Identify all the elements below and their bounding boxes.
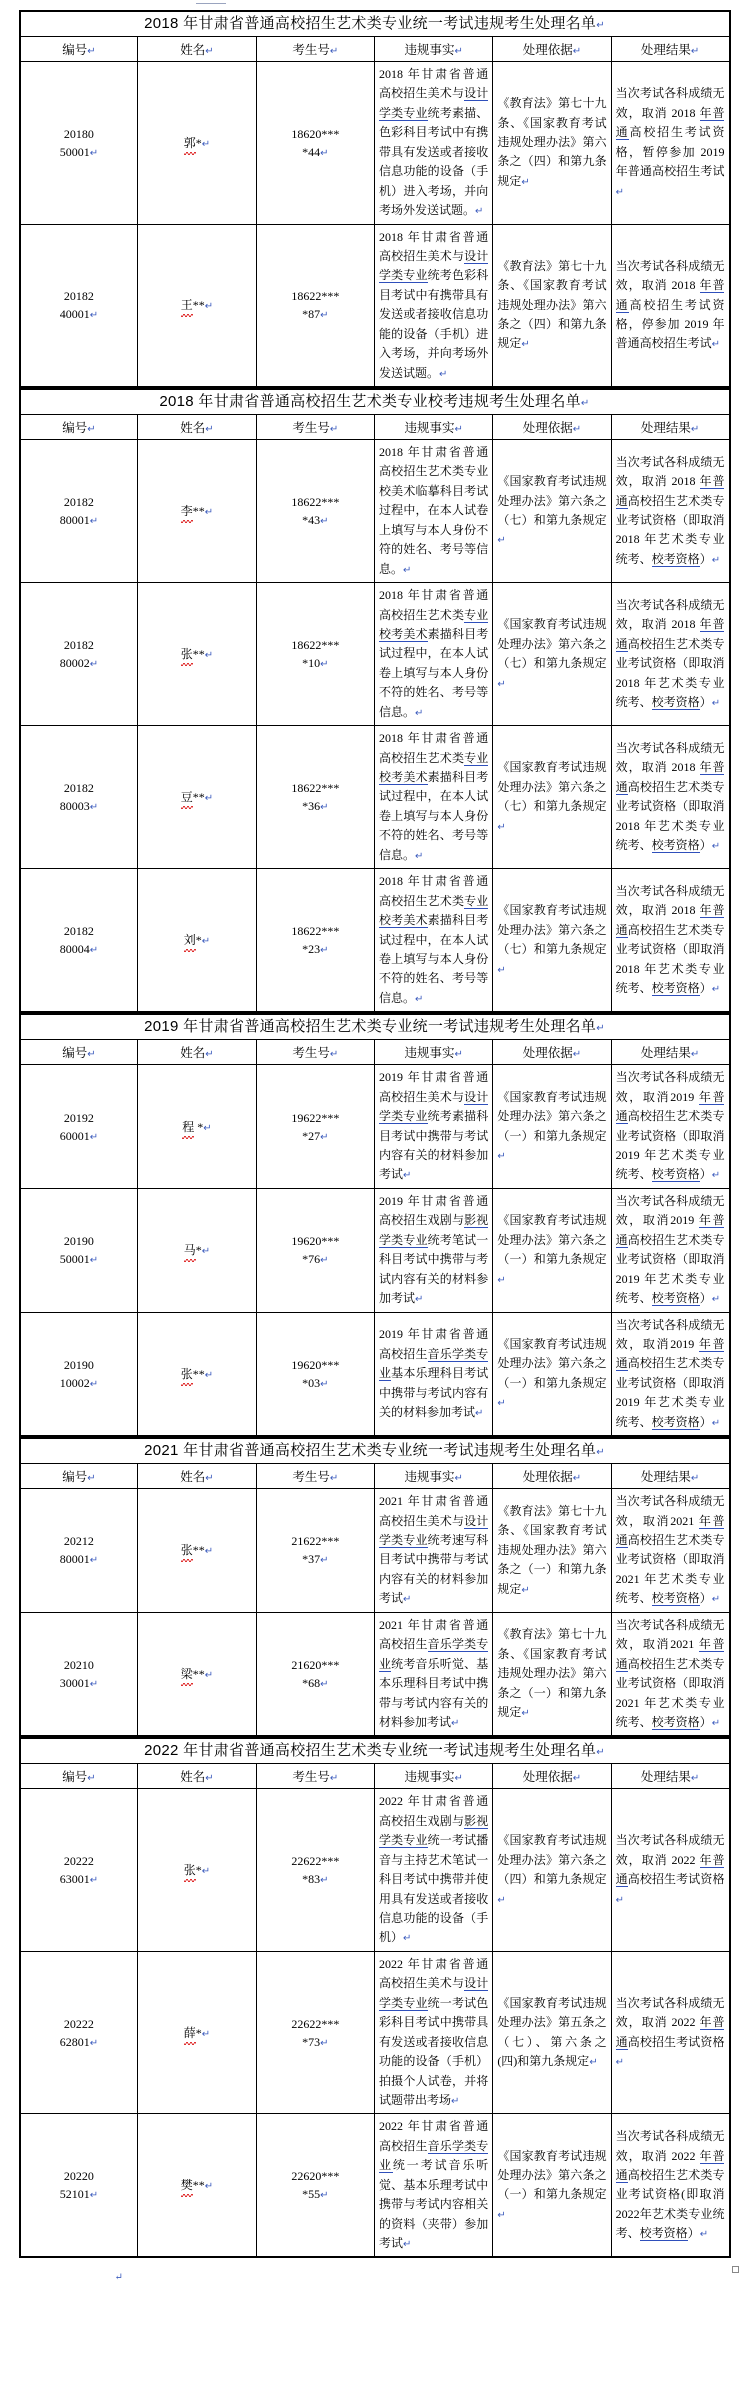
column-header-5: 处理结果↵ <box>611 415 729 440</box>
cell-handling-result: 当次考试各科成绩无效，取消 2022 年普通高校招生艺术类专业考试资格(即取消 2022年艺术类专业统考、校考资格）↵ <box>611 2114 729 2258</box>
column-header-0: 编号↵ <box>20 1040 138 1065</box>
cell-handling-result: 当次考试各科成绩无效，取消 2018 年普通高校招生艺术类专业考试资格（即取消2018 年艺术类专业统考、校考资格）↵ <box>611 869 729 1013</box>
cell-exam-no: 18620*** *44↵ <box>256 62 374 225</box>
violation-table-3 <box>19 1437 731 1737</box>
violation-table-2 <box>19 1013 731 1437</box>
cell-violation-fact: 2019 年甘肃省普通高校招生戏剧与影视学类专业统考笔试一科目考试中携带与考试内容有关的材料参加考试↵ <box>374 1188 492 1312</box>
cell-handling-result: 当次考试各科成绩无效，取消 2018 年普通高校招生艺术类专业考试资格（即取消2018 年艺术类专业统考、校考资格）↵ <box>611 440 729 583</box>
table-row <box>20 726 730 869</box>
cell-name: 张*↵ <box>138 1789 256 1952</box>
section-title-row <box>20 1438 730 1464</box>
cell-id: 20182 80002↵ <box>20 583 138 726</box>
cell-name: 李**↵ <box>138 440 256 583</box>
cell-id: 20180 50001↵ <box>20 62 138 225</box>
cell-handling-basis: 《国家教育考试违规处理办法》第六条之（七）和第九条规定↵ <box>493 583 611 726</box>
cell-exam-no: 18622*** *87↵ <box>256 224 374 387</box>
cell-handling-result: 当次考试各科成绩无效，取消2019 年普通高校招生艺术类专业考试资格（即取消 2019 年艺术类专业统考、校考资格）↵ <box>611 1312 729 1436</box>
tables-root <box>10 10 739 2258</box>
column-header-row <box>20 1764 730 1789</box>
cell-exam-no: 19620*** *03↵ <box>256 1312 374 1436</box>
cell-violation-fact: 2019 年甘肃省普通高校招生美术与设计学类专业统考素描科目考试中携带与考试内容有关的材料参加考试↵ <box>374 1065 492 1189</box>
column-header-2: 考生号↵ <box>256 1764 374 1789</box>
column-header-4: 处理依据↵ <box>493 1040 611 1065</box>
column-header-3: 违规事实↵ <box>374 1764 492 1789</box>
cell-name: 程 *↵ <box>138 1065 256 1189</box>
cell-handling-basis: 《国家教育考试违规处理办法》第六条之（四）和第九条规定↵ <box>493 1789 611 1952</box>
cell-violation-fact: 2018 年甘肃省普通高校招生艺术类专业校考美术素描科目考试过程中，在本人试卷上填写与本人身份不符的姓名、考号等信息。↵ <box>374 583 492 726</box>
cell-name: 樊**↵ <box>138 2114 256 2258</box>
cell-handling-result: 当次考试各科成绩无效，取消 2022 年普通高校招生考试资格↵ <box>611 1789 729 1952</box>
section-title: 2018 年甘肃省普通高校招生艺术类专业校考违规考生处理名单↵ <box>20 389 730 415</box>
cell-exam-no: 18622*** *10↵ <box>256 583 374 726</box>
cell-handling-result: 当次考试各科成绩无效，取消2019 年普通高校招生艺术类专业考试资格（即取消 2019 年艺术类专业统考、校考资格）↵ <box>611 1065 729 1189</box>
column-header-0: 编号↵ <box>20 415 138 440</box>
table-row <box>20 1951 730 2114</box>
cell-id: 20182 80001↵ <box>20 440 138 583</box>
table-row <box>20 440 730 583</box>
column-header-3: 违规事实↵ <box>374 37 492 62</box>
cell-handling-basis: 《国家教育考试违规处理办法》第六条之（一）和第九条规定↵ <box>493 1312 611 1436</box>
column-header-1: 姓名↵ <box>138 1040 256 1065</box>
cell-handling-basis: 《国家教育考试违规处理办法》第六条之（一）和第九条规定↵ <box>493 1188 611 1312</box>
cell-handling-basis: 《教育法》第七十九条、《国家教育考试违规处理办法》第六条之（四）和第九条规定↵ <box>493 62 611 225</box>
table-row <box>20 1789 730 1952</box>
column-header-5: 处理结果↵ <box>611 1464 729 1489</box>
cell-handling-basis: 《国家教育考试违规处理办法》第六条之（七）和第九条规定↵ <box>493 869 611 1013</box>
column-header-4: 处理依据↵ <box>493 37 611 62</box>
cell-violation-fact: 2022 年甘肃省普通高校招生戏剧与影视学类专业统一考试播音与主持艺术笔试一科目考试中携带并使用具有发送或者接收信息功能的设备（手机）↵ <box>374 1789 492 1952</box>
cell-violation-fact: 2019 年甘肃省普通高校招生音乐学类专业基本乐理科目考试中携带与考试内容有关的材料参加考试↵ <box>374 1312 492 1436</box>
cell-handling-basis: 《国家教育考试违规处理办法》第六条之（一）和第九条规定↵ <box>493 2114 611 2258</box>
table-row <box>20 583 730 726</box>
table-row <box>20 1489 730 1613</box>
cell-handling-basis: 《教育法》第七十九条、《国家教育考试违规处理办法》第六条之（一）和第九条规定↵ <box>493 1489 611 1613</box>
table-row <box>20 1612 730 1736</box>
column-header-2: 考生号↵ <box>256 1464 374 1489</box>
column-header-0: 编号↵ <box>20 37 138 62</box>
column-header-row <box>20 415 730 440</box>
cell-name: 刘*↵ <box>138 869 256 1013</box>
cell-violation-fact: 2018 年甘肃省普通高校招生美术与设计学类专业统考色彩科目考试中有携带具有发送或者接收信息功能的设备（手机）进入考场，并向考场外发送试题。↵ <box>374 224 492 387</box>
column-header-2: 考生号↵ <box>256 37 374 62</box>
table-row <box>20 1188 730 1312</box>
cell-name: 豆**↵ <box>138 726 256 869</box>
cell-exam-no: 22620*** *55↵ <box>256 2114 374 2258</box>
cell-exam-no: 22622*** *73↵ <box>256 1951 374 2114</box>
cell-handling-basis: 《国家教育考试违规处理办法》第五条之（七）、第六条之(四)和第九条规定↵ <box>493 1951 611 2114</box>
section-title-row <box>20 1014 730 1040</box>
cell-name: 张**↵ <box>138 1312 256 1436</box>
cell-name: 梁**↵ <box>138 1612 256 1736</box>
section-title-row <box>20 389 730 415</box>
cell-id: 20182 80004↵ <box>20 869 138 1013</box>
cell-exam-no: 22622*** *83↵ <box>256 1789 374 1952</box>
column-header-3: 违规事实↵ <box>374 1040 492 1065</box>
cell-name: 郭*↵ <box>138 62 256 225</box>
end-of-document-marker <box>732 2266 739 2273</box>
cell-violation-fact: 2018 年甘肃省普通高校招生艺术类专业校美术临摹科目考试过程中，在本人试卷上填写与本人身份不符的姓名、考号等信息。↵ <box>374 440 492 583</box>
table-row <box>20 869 730 1013</box>
column-header-5: 处理结果↵ <box>611 1040 729 1065</box>
table-row <box>20 1312 730 1436</box>
column-header-1: 姓名↵ <box>138 1464 256 1489</box>
cell-handling-basis: 《国家教育考试违规处理办法》第六条之（七）和第九条规定↵ <box>493 726 611 869</box>
cell-handling-result: 当次考试各科成绩无效，取消2021 年普通高校招生艺术类专业考试资格（即取消 2021 年艺术类专业统考、校考资格）↵ <box>611 1489 729 1613</box>
section-title: 2019 年甘肃省普通高校招生艺术类专业统一考试违规考生处理名单↵ <box>20 1014 730 1040</box>
cell-violation-fact: 2021 年甘肃省普通高校招生美术与设计学类专业统考速写科目考试中携带与考试内容有关的材料参加考试↵ <box>374 1489 492 1613</box>
cell-handling-result: 当次考试各科成绩无效，取消 2022 年普通高校招生考试资格↵ <box>611 1951 729 2114</box>
cell-id: 20192 60001↵ <box>20 1065 138 1189</box>
cell-exam-no: 21620*** *68↵ <box>256 1612 374 1736</box>
cell-id: 20222 63001↵ <box>20 1789 138 1952</box>
column-header-0: 编号↵ <box>20 1464 138 1489</box>
column-header-4: 处理依据↵ <box>493 1764 611 1789</box>
cell-id: 20182 80003↵ <box>20 726 138 869</box>
document-tail <box>19 2264 731 2384</box>
cell-id: 20220 52101↵ <box>20 2114 138 2258</box>
cell-handling-basis: 《教育法》第七十九条、《国家教育考试违规处理办法》第六条之（四）和第九条规定↵ <box>493 224 611 387</box>
section-title: 2022 年甘肃省普通高校招生艺术类专业统一考试违规考生处理名单↵ <box>20 1738 730 1764</box>
cell-handling-basis: 《国家教育考试违规处理办法》第六条之（七）和第九条规定↵ <box>493 440 611 583</box>
cell-handling-result: 当次考试各科成绩无效，取消2019 年普通高校招生艺术类专业考试资格（即取消 2019 年艺术类专业统考、校考资格）↵ <box>611 1188 729 1312</box>
cell-exam-no: 21622*** *37↵ <box>256 1489 374 1613</box>
column-header-row <box>20 37 730 62</box>
cell-handling-result: 当次考试各科成绩无效，取消 2018 年普通高校招生考试资格，暂停参加 2019 年普通高校招生考试↵ <box>611 62 729 225</box>
cell-id: 20190 50001↵ <box>20 1188 138 1312</box>
cell-id: 20190 10002↵ <box>20 1312 138 1436</box>
column-header-1: 姓名↵ <box>138 415 256 440</box>
paragraph-mark-tail: ↵ <box>114 2272 123 2284</box>
cell-handling-result: 当次考试各科成绩无效，取消2021 年普通高校招生艺术类专业考试资格（即取消 2021 年艺术类专业统考、校考资格）↵ <box>611 1612 729 1736</box>
cell-name: 薛*↵ <box>138 1951 256 2114</box>
section-title-row <box>20 1738 730 1764</box>
cell-handling-result: 当次考试各科成绩无效，取消 2018 年普通高校招生艺术类专业考试资格（即取消2018 年艺术类专业统考、校考资格）↵ <box>611 726 729 869</box>
cell-exam-no: 18622*** *23↵ <box>256 869 374 1013</box>
section-title: 2018 年甘肃省普通高校招生艺术类专业统一考试违规考生处理名单↵ <box>20 11 730 37</box>
column-header-5: 处理结果↵ <box>611 37 729 62</box>
column-header-4: 处理依据↵ <box>493 415 611 440</box>
column-header-row <box>20 1040 730 1065</box>
violation-table-0 <box>19 10 731 388</box>
table-row <box>20 2114 730 2258</box>
cell-name: 马*↵ <box>138 1188 256 1312</box>
cell-violation-fact: 2018 年甘肃省普通高校招生艺术类专业校考美术素描科目考试过程中，在本人试卷上填写与本人身份不符的姓名、考号等信息。↵ <box>374 726 492 869</box>
column-header-3: 违规事实↵ <box>374 415 492 440</box>
cell-violation-fact: 2022 年甘肃省普通高校招生音乐学类专业统一考试音乐听觉、基本乐理考试中携带与考试内容相关的资料（夹带）参加考试↵ <box>374 2114 492 2258</box>
cell-handling-basis: 《教育法》第七十九条、《国家教育考试违规处理办法》第六条之（一）和第九条规定↵ <box>493 1612 611 1736</box>
page-top-rule <box>196 3 226 4</box>
violation-table-1 <box>19 388 731 1013</box>
cell-violation-fact: 2022 年甘肃省普通高校招生美术与设计学类专业统一考试色彩科目考试中携带具有发送或者接收信息功能的设备（手机）拍摄个人试卷，并将试题带出考场↵ <box>374 1951 492 2114</box>
cell-name: 张**↵ <box>138 1489 256 1613</box>
section-title: 2021 年甘肃省普通高校招生艺术类专业统一考试违规考生处理名单↵ <box>20 1438 730 1464</box>
cell-name: 王**↵ <box>138 224 256 387</box>
column-header-2: 考生号↵ <box>256 1040 374 1065</box>
column-header-1: 姓名↵ <box>138 1764 256 1789</box>
cell-violation-fact: 2018 年甘肃省普通高校招生艺术类专业校考美术素描科目考试过程中，在本人试卷上填写与本人身份不符的姓名、考号等信息。↵ <box>374 869 492 1013</box>
cell-exam-no: 19622*** *27↵ <box>256 1065 374 1189</box>
cell-id: 20210 30001↵ <box>20 1612 138 1736</box>
cell-exam-no: 18622*** *36↵ <box>256 726 374 869</box>
table-row <box>20 1065 730 1189</box>
cell-id: 20212 80001↵ <box>20 1489 138 1613</box>
column-header-0: 编号↵ <box>20 1764 138 1789</box>
cell-handling-result: 当次考试各科成绩无效，取消 2018 年普通高校招生考试资格，停参加 2019 年普通高校招生考试↵ <box>611 224 729 387</box>
column-header-row <box>20 1464 730 1489</box>
cell-id: 20182 40001↵ <box>20 224 138 387</box>
cell-id: 20222 62801↵ <box>20 1951 138 2114</box>
cell-violation-fact: 2018 年甘肃省普通高校招生美术与设计学类专业统考素描、色彩科目考试中有携带具有发送或者接收信息功能的设备（手机）进入考场，并向考场外发送试题。↵ <box>374 62 492 225</box>
violation-table-4 <box>19 1737 731 2258</box>
cell-exam-no: 18622*** *43↵ <box>256 440 374 583</box>
column-header-1: 姓名↵ <box>138 37 256 62</box>
section-title-row <box>20 11 730 37</box>
column-header-4: 处理依据↵ <box>493 1464 611 1489</box>
cell-handling-basis: 《国家教育考试违规处理办法》第六条之（一）和第九条规定↵ <box>493 1065 611 1189</box>
cell-exam-no: 19620*** *76↵ <box>256 1188 374 1312</box>
column-header-2: 考生号↵ <box>256 415 374 440</box>
cell-violation-fact: 2021 年甘肃省普通高校招生音乐学类专业统考音乐听觉、基本乐理科目考试中携带与考试内容有关的材料参加考试↵ <box>374 1612 492 1736</box>
cell-name: 张**↵ <box>138 583 256 726</box>
column-header-3: 违规事实↵ <box>374 1464 492 1489</box>
table-row <box>20 224 730 387</box>
table-row <box>20 62 730 225</box>
cell-handling-result: 当次考试各科成绩无效，取消 2018 年普通高校招生艺术类专业考试资格（即取消2018 年艺术类专业统考、校考资格）↵ <box>611 583 729 726</box>
column-header-5: 处理结果↵ <box>611 1764 729 1789</box>
